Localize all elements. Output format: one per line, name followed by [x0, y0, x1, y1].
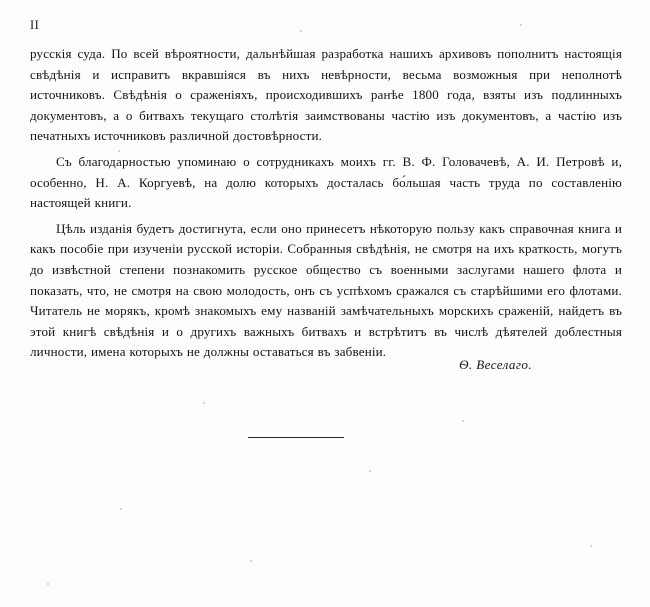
paper-speck: [462, 420, 464, 422]
paper-speck: [369, 470, 371, 472]
paper-speck: [590, 545, 592, 547]
paragraph: Цѣль изданія будетъ достигнута, если оно принесетъ нѣкоторую пользу какъ справочная книга и какъ пособіе при изученіи русской исторіи. Собранныя свѣдѣнія, не смотря на ихъ краткость, могутъ до извѣстной степени познакомить русское общество съ военными заслугами нашего флота и показать, что, не смотря на свою молодость, онъ съ успѣхомъ сражался съ старѣйшими его флотами. Читатель не морякъ, кромѣ знакомыхъ ему названій замѣчательныхъ морскихъ сраженій, найдетъ въ этой книгѣ свѣдѣнія и о другихъ важныхъ битвахъ и встрѣтитъ въ числѣ дѣятелей доблестныя личности, имена которыхъ не должны оставаться въ забвеніи.: [30, 220, 622, 360]
paper-speck: [203, 402, 205, 404]
body-text: [30, 44, 622, 363]
horizontal-rule-icon: [248, 437, 344, 438]
author-signature: Ѳ. Веселаго.: [459, 357, 532, 372]
paper-speck: [118, 150, 120, 152]
section-divider: [0, 437, 592, 438]
paper-speck: [250, 560, 252, 562]
paragraph: Съ благодарностью упоминаю о сотрудникахъ моихъ гг. В. Ф. Головачевѣ, А. И. Петровѣ и, особенно, Н. А. Коргуевѣ, на долю которыхъ досталась бо́льшая часть труда по составленію настоящей книги.: [30, 153, 622, 211]
paper-speck: [120, 508, 122, 510]
paper-speck: [47, 583, 49, 585]
paper-speck: [520, 24, 522, 26]
page-number: II: [30, 18, 40, 32]
paragraph: русскія суда. По всей вѣроятности, дальнѣйшая разработка нашихъ архивовъ пополнитъ настоящія свѣдѣнія и исправитъ вкравшіяся въ нихъ невѣрности, весьма возможныя при неполнотѣ источниковъ. Свѣдѣнія о сраженіяхъ, происходившихъ ранѣе 1800 года, взяты изъ подлинныхъ документовъ, а о битвахъ текущаго столѣтія заимствованы частію изъ документовъ, а частію изъ печатныхъ источниковъ различной достовѣрности.: [30, 46, 622, 144]
paper-speck: [300, 30, 302, 32]
